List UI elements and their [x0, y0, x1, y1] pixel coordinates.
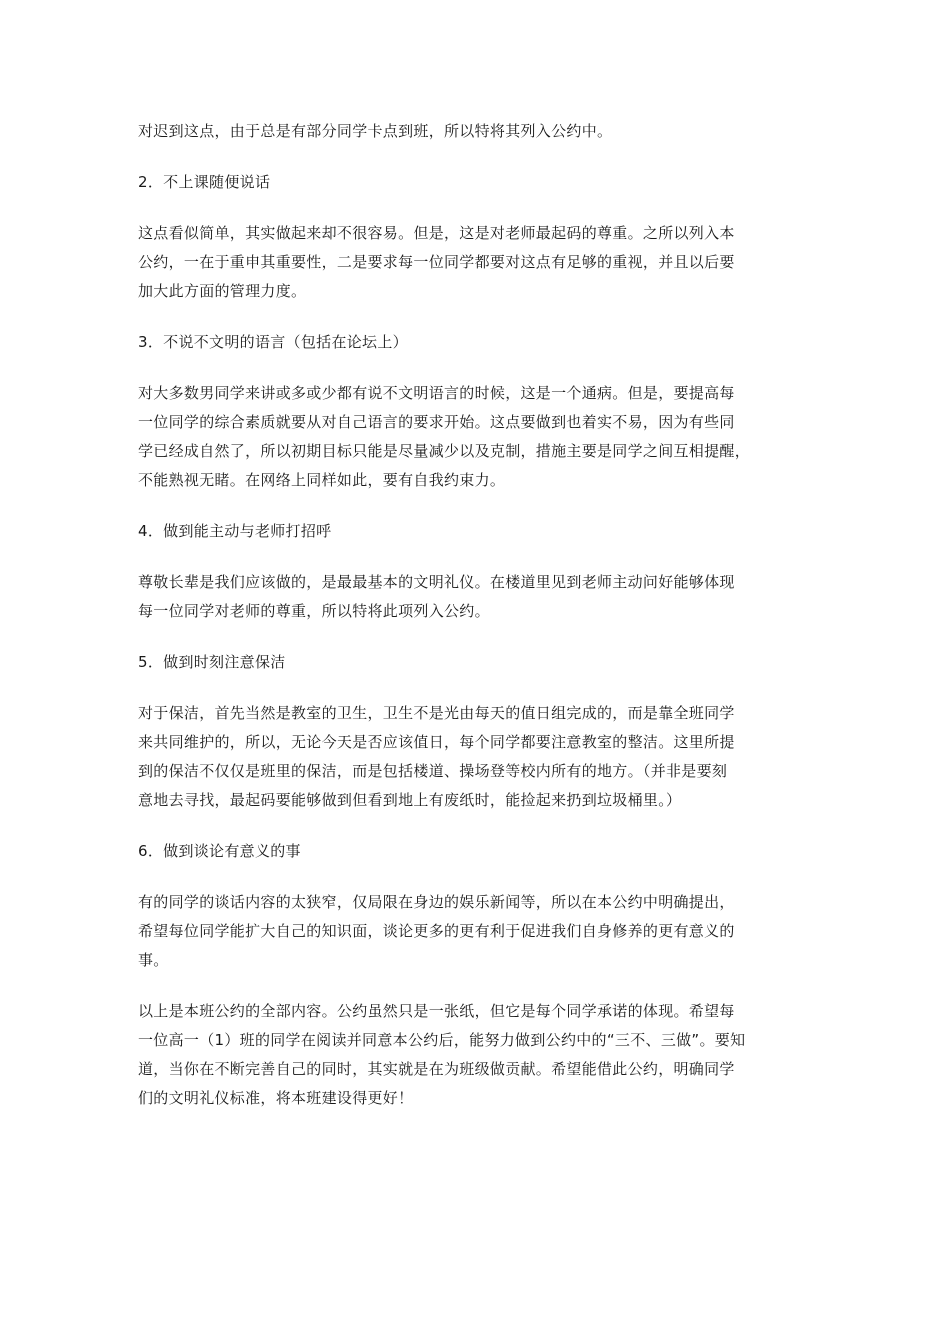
text-line: 有的同学的谈话内容的太狭窄，仅局限在身边的娱乐新闻等，所以在本公约中明确提出，	[138, 893, 735, 911]
heading-text: 4．做到能主动与老师打招呼	[138, 522, 332, 540]
paragraph-rule-4	[138, 568, 828, 626]
text-line: 不能熟视无睹。在网络上同样如此，要有自我约束力。	[138, 471, 506, 489]
heading-rule-2	[138, 168, 828, 197]
text-line: 对迟到这点，由于总是有部分同学卡点到班，所以特将其列入公约中。	[138, 122, 613, 140]
text-line: 公约，一在于重申其重要性，二是要求每一位同学都要对这点有足够的重视，并且以后要	[138, 253, 735, 271]
document-body	[138, 117, 828, 1135]
text-line: 学已经成自然了，所以初期目标只能是尽量减少以及克制，措施主要是同学之间互相提醒，	[138, 442, 751, 460]
text-line: 每一位同学对老师的尊重，所以特将此项列入公约。	[138, 602, 490, 620]
heading-rule-3	[138, 328, 828, 357]
paragraph-rule-2	[138, 219, 828, 306]
text-line: 以上是本班公约的全部内容。公约虽然只是一张纸，但它是每个同学承诺的体现。希望每	[138, 1002, 735, 1020]
paragraph-rule-3	[138, 379, 828, 495]
text-line: 对于保洁，首先当然是教室的卫生，卫生不是光由每天的值日组完成的，而是靠全班同学	[138, 704, 735, 722]
heading-rule-4	[138, 517, 828, 546]
heading-text: 6．做到谈论有意义的事	[138, 842, 301, 860]
paragraph-rule-6	[138, 888, 828, 975]
text-line: 一位高一（1）班的同学在阅读并同意本公约后，能努力做到公约中的“三不、三做”。要知	[138, 1031, 746, 1049]
paragraph-rule-5	[138, 699, 828, 815]
text-line: 事。	[138, 951, 169, 969]
text-line: 意地去寻找，最起码要能够做到但看到地上有废纸时，能捡起来扔到垃圾桶里。）	[138, 791, 682, 809]
heading-text: 3．不说不文明的语言（包括在论坛上）	[138, 333, 408, 351]
text-line: 对大多数男同学来讲或多或少都有说不文明语言的时候，这是一个通病。但是，要提高每	[138, 384, 735, 402]
heading-rule-5	[138, 648, 828, 677]
text-line: 加大此方面的管理力度。	[138, 282, 307, 300]
paragraph-late-arrival	[138, 117, 828, 146]
text-line: 一位同学的综合素质就要从对自己语言的要求开始。这点要做到也着实不易，因为有些同	[138, 413, 735, 431]
text-line: 们的文明礼仪标准，将本班建设得更好！	[138, 1089, 414, 1107]
text-line: 这点看似简单，其实做起来却不很容易。但是，这是对老师最起码的尊重。之所以列入本	[138, 224, 735, 242]
text-line: 道，当你在不断完善自己的同时，其实就是在为班级做贡献。希望能借此公约，明确同学	[138, 1060, 735, 1078]
heading-rule-6	[138, 837, 828, 866]
paragraph-conclusion	[138, 997, 828, 1113]
heading-text: 2．不上课随便说话	[138, 173, 271, 191]
heading-text: 5．做到时刻注意保洁	[138, 653, 286, 671]
text-line: 希望每位同学能扩大自己的知识面，谈论更多的更有利于促进我们自身修养的更有意义的	[138, 922, 735, 940]
text-line: 来共同维护的，所以，无论今天是否应该值日，每个同学都要注意教室的整洁。这里所提	[138, 733, 735, 751]
text-line: 到的保洁不仅仅是班里的保洁，而是包括楼道、操场登等校内所有的地方。（并非是要刻	[138, 762, 728, 780]
text-line: 尊敬长辈是我们应该做的，是最最基本的文明礼仪。在楼道里见到老师主动问好能够体现	[138, 573, 735, 591]
